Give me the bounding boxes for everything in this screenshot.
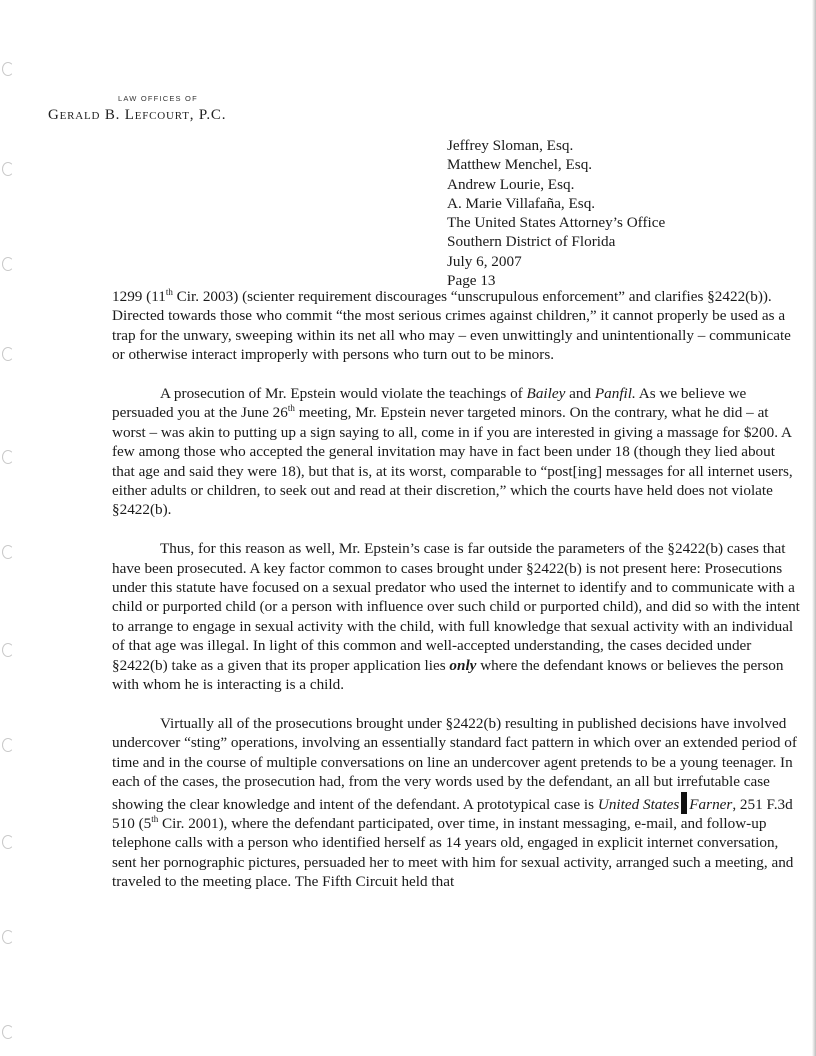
- binder-hole: [2, 930, 14, 944]
- binder-hole: [2, 347, 14, 361]
- binder-hole: [2, 643, 14, 657]
- binder-hole: [2, 545, 14, 559]
- letterhead-prefix: LAW OFFICES OF: [118, 94, 198, 103]
- addressee-line: A. Marie Villafaña, Esq.: [447, 194, 596, 212]
- letter-date: July 6, 2007: [447, 252, 522, 270]
- paragraph-2: A prosecution of Mr. Epstein would violate the teachings of Bailey and Panfil. As we believe we persuaded you at the June 26th meeting, Mr. Epstein never targeted minors. On the contrary, what he did – at worst – was akin to putting up a sign saying to all, come in if you are interested in giving a massage for $200. A few among those who accepted the general invitation may have in fact been under 18 (though they lied about that age and said they were 18), but that is, at its worst, comparable to “post[ing] messages for all internet users, either adults or children, to seek out and read at their discretion,” which the courts have held does not violate §2422(b).: [112, 385, 793, 519]
- page-edge-shadow: [812, 0, 816, 1056]
- addressee-line: Southern District of Florida: [447, 233, 616, 251]
- addressee-line: The United States Attorney’s Office: [447, 214, 666, 232]
- letterhead-firm-name: Gerald B. Lefcourt, P.C.: [48, 107, 227, 123]
- redaction-mark: [681, 792, 687, 814]
- paragraph-3: Thus, for this reason as well, Mr. Epstein’s case is far outside the parameters of the §2422(b) cases that have been prosecuted. A key factor common to cases brought under §2422(b) is not present here: Prosecutions under this statute have focused on a sexual predator who used the internet to identify and to communicate with a child or purported child (or a person with influence over such child or purported child), and did so with the intent to arrange to engage in sexual activity with the child, with full knowledge that sexual activity with an individual of that age was illegal. In light of this common and well-accepted understanding, the cases decided under §2422(b) take as a given that its proper application lies only where the defendant knows or believes the person with whom he is interacting is a child.: [112, 540, 800, 694]
- addressee-line: Jeffrey Sloman, Esq.: [447, 137, 574, 154]
- letter-body: [112, 287, 800, 911]
- addressee-line: Matthew Menchel, Esq.: [447, 156, 593, 174]
- page-number: Page 13: [447, 272, 496, 290]
- paragraph-1: 1299 (11th Cir. 2003) (scienter requirement discourages “unscrupulous enforcement” and clarifies §2422(b)). Directed towards those who commit “the most serious crimes against children,” it cannot properly be used as a trap for the unwary, sweeping within its net all who may – even unwittingly and unintentionally – communicate or otherwise interact improperly with persons who turn out to be minors.: [112, 286, 791, 364]
- binder-hole: [2, 62, 14, 76]
- binder-hole: [2, 162, 14, 176]
- binder-hole: [2, 257, 14, 271]
- addressee-line: Andrew Lourie, Esq.: [447, 175, 575, 193]
- addressee-block: [447, 136, 665, 290]
- binder-hole: [2, 1025, 14, 1039]
- binder-hole: [2, 738, 14, 752]
- binder-hole: [2, 835, 14, 849]
- binder-hole: [2, 450, 14, 464]
- paragraph-4: Virtually all of the prosecutions brought under §2422(b) resulting in published decisions have involved undercover “sting” operations, involving an essentially standard fact pattern in which over an extended period of time and in the course of multiple conversations on line an undercover agent pretends to be a young teenager. In each of the cases, the prosecution had, from the very words used by the defendant, an all but irrefutable case showing the clear knowledge and intent of the defendant. A prototypical case is United States Farner, 251 F.3d 510 (5th Cir. 2001), where the defendant participated, over time, in instant messaging, e-mail, and follow-up telephone calls with a person who identified herself as 14 years old, engaged in explicit internet conversation, sent her pornographic pictures, persuaded her to meet with him for sexual activity, arranged such a meeting, and traveled to the meeting place. The Fifth Circuit held that: [112, 714, 797, 891]
